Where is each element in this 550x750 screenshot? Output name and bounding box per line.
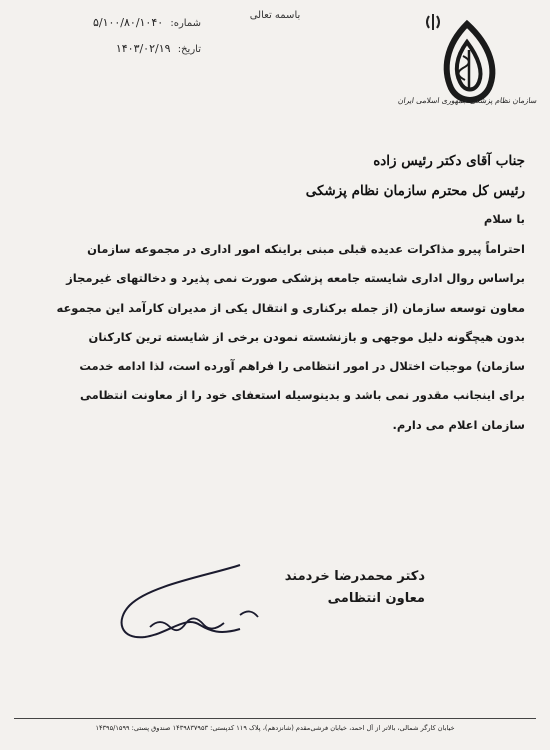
letter-date-label: تاریخ: bbox=[177, 44, 201, 55]
letter-number-value: ۵/۱۰۰/۸۰/۱۰۴۰ bbox=[92, 16, 164, 29]
addressee-block bbox=[250, 146, 525, 206]
letter-number-label: شماره: bbox=[170, 18, 201, 29]
letter-body bbox=[48, 235, 525, 440]
body-line: سازمان اعلام می دارم. bbox=[392, 417, 525, 432]
signatory-title: معاون انتظامی bbox=[327, 591, 425, 606]
signatory bbox=[250, 566, 425, 610]
addressee-name: جناب آقای دکتر رئیس زاده bbox=[373, 153, 525, 169]
salutation: با سلام bbox=[483, 212, 525, 226]
logo-caption: سازمان نظام پزشکی جمهوری اسلامی ایران bbox=[397, 96, 538, 105]
letter-number-row bbox=[66, 10, 201, 36]
signatory-name: دکتر محمدرضا خردمند bbox=[284, 569, 425, 584]
invocation: باسمه تعالی bbox=[249, 10, 301, 21]
letter-date-value: ۱۴۰۳/۰۲/۱۹ bbox=[115, 42, 171, 55]
addressee-title: رئیس کل محترم سازمان نظام پزشکی bbox=[305, 183, 525, 199]
footer-address: خیابان کارگر شمالی، بالاتر از آل احمد، خیابان فرشی‌مقدم (شانزدهم)، پلاک ۱۱۹ کدپستی: ۱۴۳۹۸۳۷۹۵۳ صندوق پستی: ۱۴۳۹۵/۱۵۹۹ bbox=[95, 724, 455, 732]
body-line: سازمان) موجبات اختلال در امور انتظامی را فراهم آورده است، لذا ادامه خدمت bbox=[79, 359, 525, 374]
body-line: احتراماً پیرو مذاکرات عدیده قبلی مبنی براینکه امور اداری در مجموعه سازمان bbox=[87, 242, 525, 256]
footer-divider bbox=[14, 718, 536, 719]
body-line: بدون هیچگونه دلیل موجهی و بازنشسته نمودن برخی از شایسته ترین کارکنان bbox=[88, 329, 525, 344]
body-line: براساس روال اداری شایسته جامعه پزشکی صورت نمی پذیرد و دخالتهای غیرمجاز bbox=[66, 271, 525, 286]
body-line: برای اینجانب مقدور نمی باشد و بدینوسیله استعفای خود را از معاونت انتظامی bbox=[79, 388, 525, 403]
letter-date-row bbox=[66, 36, 201, 62]
letter-meta bbox=[66, 10, 201, 62]
body-line: معاون توسعه سازمان (از جمله برکناری و انتقال یکی از مدیران کارآمد این مجموعه bbox=[56, 300, 525, 315]
